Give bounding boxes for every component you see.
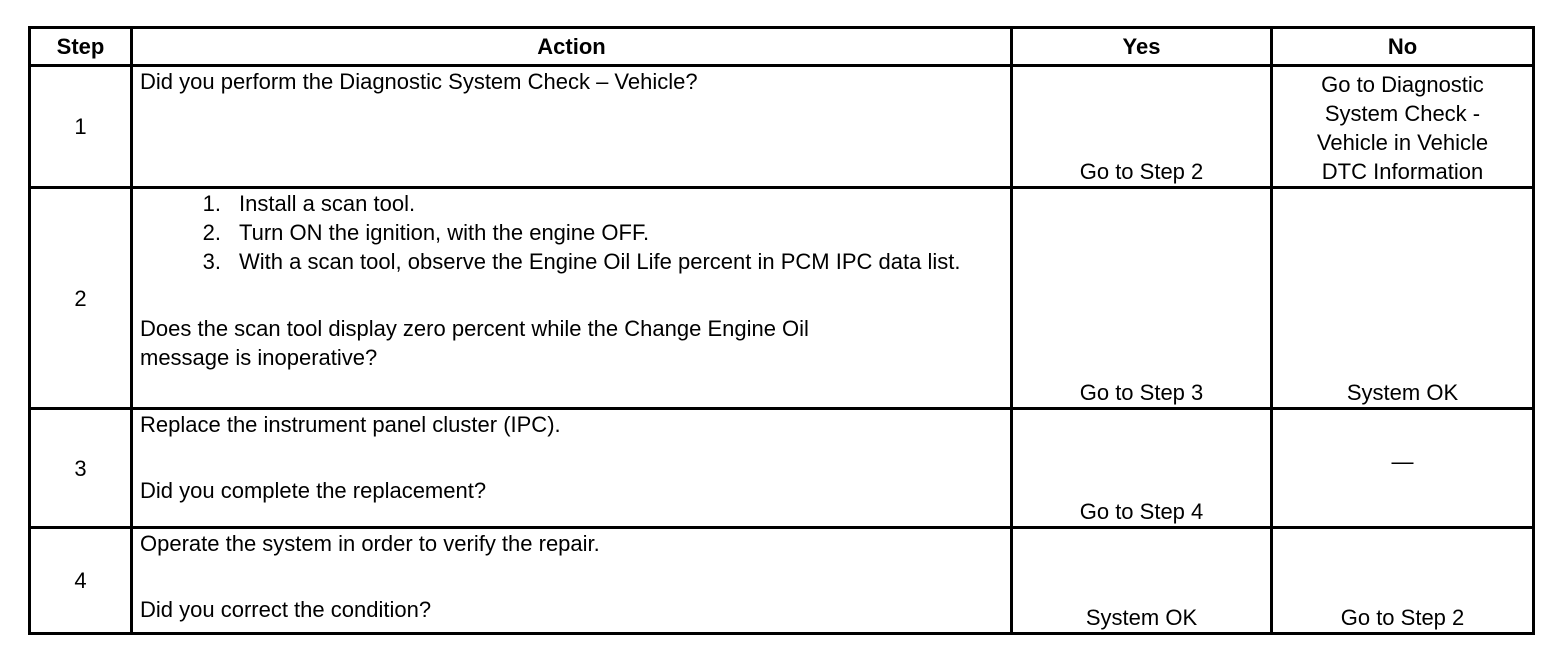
action-cell (132, 409, 1012, 528)
list-number: 1. (202, 191, 221, 216)
no-cell: Go to Step 2 (1272, 528, 1534, 634)
list-item (202, 218, 1003, 247)
no-cell: — (1272, 409, 1534, 528)
action-steps-list (140, 189, 1003, 276)
header-no: No (1272, 28, 1534, 66)
yes-cell: Go to Step 4 (1012, 409, 1272, 528)
action-question: Did you correct the condition? (140, 597, 432, 622)
action-question: Did you perform the Diagnostic System Check – Vehicle? (140, 69, 698, 94)
no-cell: Go to Diagnostic System Check - Vehicle in Vehicle DTC Information (1272, 66, 1534, 188)
list-text: Install a scan tool. (239, 191, 416, 216)
list-text: With a scan tool, observe the Engine Oil Life percent in PCM IPC data list. (239, 249, 961, 274)
action-cell (132, 188, 1012, 409)
spacer (140, 558, 1003, 595)
spacer (140, 439, 1003, 476)
yes-cell: Go to Step 2 (1012, 66, 1272, 188)
table-row (30, 409, 1534, 528)
list-item (202, 247, 1003, 276)
action-instruction: Operate the system in order to verify the repair. (140, 531, 600, 556)
yes-cell: Go to Step 3 (1012, 188, 1272, 409)
step-number: 4 (30, 528, 132, 634)
list-text: Turn ON the ignition, with the engine OFF. (239, 220, 650, 245)
table-row (30, 528, 1534, 634)
header-yes: Yes (1012, 28, 1272, 66)
header-step: Step (30, 28, 132, 66)
list-number: 3. (202, 249, 221, 274)
step-number: 1 (30, 66, 132, 188)
diagnostic-table (28, 26, 1535, 635)
action-instruction: Replace the instrument panel cluster (IPC). (140, 412, 561, 437)
list-number: 2. (202, 220, 221, 245)
list-item (202, 189, 1003, 218)
action-question: Did you complete the replacement? (140, 478, 487, 503)
header-action: Action (132, 28, 1012, 66)
table-row (30, 188, 1534, 409)
action-question: Does the scan tool display zero percent while the Change Engine Oil message is inoperative? (140, 316, 809, 370)
yes-cell: System OK (1012, 528, 1272, 634)
no-cell: System OK (1272, 188, 1534, 409)
spacer (140, 276, 1003, 314)
table-row (30, 66, 1534, 188)
step-number: 2 (30, 188, 132, 409)
action-cell (132, 528, 1012, 634)
action-cell (132, 66, 1012, 188)
header-row (30, 28, 1534, 66)
step-number: 3 (30, 409, 132, 528)
